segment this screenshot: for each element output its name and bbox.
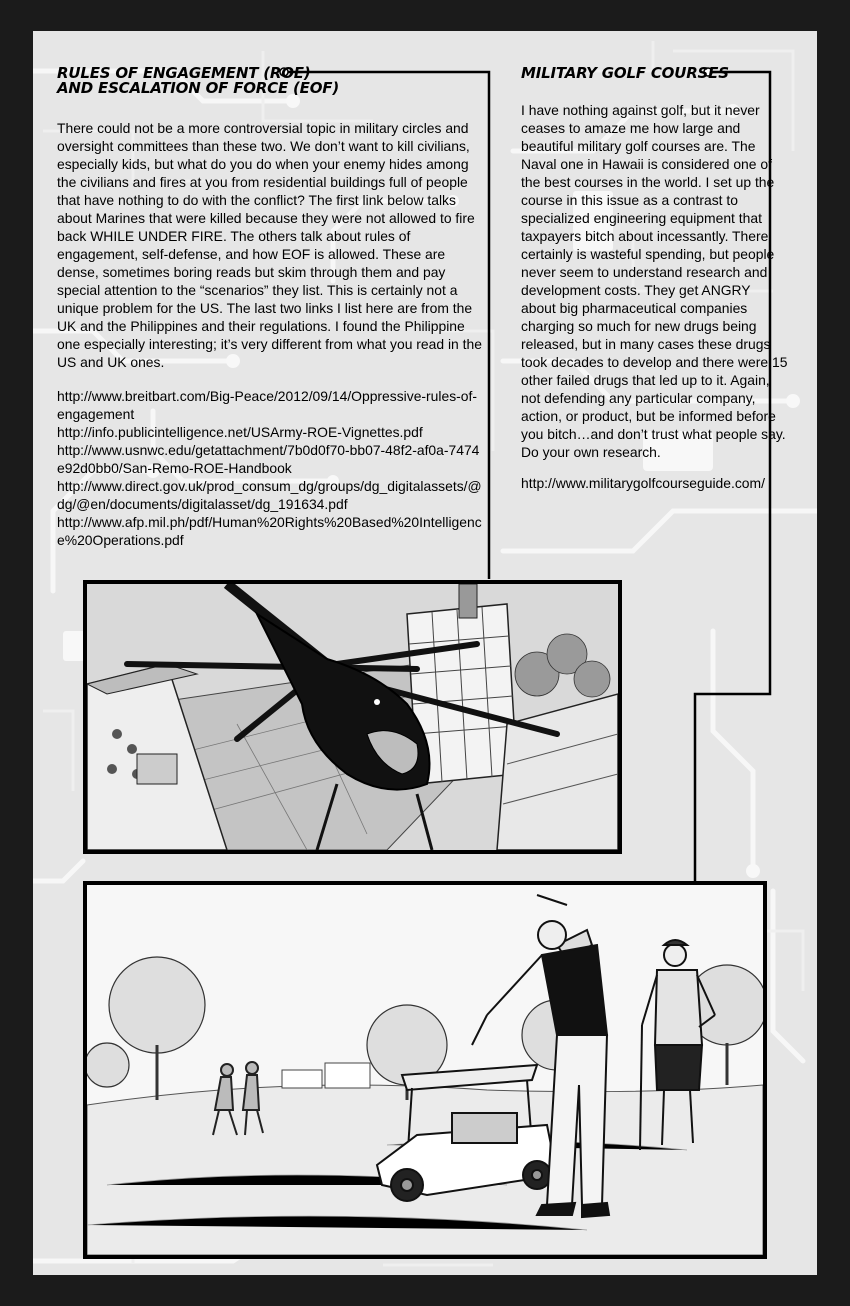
golf-title: MILITARY GOLF COURSES [521, 64, 729, 82]
helicopter-panel [83, 580, 622, 854]
golf-link[interactable]: http://www.militarygolfcourseguide.com/ [521, 475, 765, 491]
helicopter-illustration [87, 584, 618, 850]
roe-link-5[interactable]: http://www.afp.mil.ph/pdf/Human%20Rights%20Based%20Intelligence%20Operations.pdf [57, 514, 482, 548]
roe-link-4[interactable]: http://www.direct.gov.uk/prod_consum_dg/groups/dg_digitalassets/@dg/@en/documents/digitalasset/dg_191634.pdf [57, 478, 482, 512]
golf-illustration [87, 885, 763, 1255]
document-page [33, 31, 817, 1275]
roe-title-line1: RULES OF ENGAGEMENT (ROE) [57, 64, 311, 82]
roe-link-1[interactable]: http://www.breitbart.com/Big-Peace/2012/09/14/Oppressive-rules-of-engagement [57, 388, 478, 422]
roe-body-text: There could not be a more controversial topic in military circles and oversight committees than these two. We don’t want to kill civilians, especially kids, but what do you do when your enemy hides among the civilians and fires at you from residential buildings full of people that have nothing to do with the conflict? The first link below talks about Marines that were killed because they were not allowed to fire back WHILE UNDER FIRE. The others talk about rules of engagement, self-defense, and how EOF is allowed. These are dense, sometimes boring reads but skim through them and pay special attention to the “scenarios” they list. This is certainly not a unique problem for the US. The last two links I list here are from the UK and the Philippines and their regulations. I found the Philippine one especially interesting; it’s very different from what you read in the US and UK ones. [57, 120, 482, 370]
golf-panel [83, 881, 767, 1259]
roe-title [57, 66, 339, 96]
roe-title-line2: AND ESCALATION OF FORCE (EOF) [57, 79, 339, 97]
golf-body-text: I have nothing against golf, but it never ceases to amaze me how large and beautiful military golf courses are. The Naval one in Hawaii is considered one of the best courses in the world. I set up the course in this issue as a contrast to specialized engineering equipment that taxpayers bitch about incessantly. There certainly is wasteful spending, but people never seem to understand research and development costs. They get ANGRY about big pharmaceutical companies charging so much for new drugs being released, but in many cases these drugs took decades to develop and there were 15 other failed drugs that led up to it. Again, not defending any particular company, action, or product, but be informed before you bitch…and don’t trust what people say. Do your own research. [521, 102, 788, 460]
roe-link-2[interactable]: http://info.publicintelligence.net/USArmy-ROE-Vignettes.pdf [57, 424, 423, 440]
roe-link-3[interactable]: http://www.usnwc.edu/getattachment/7b0d0f70-bb07-48f2-af0a-7474e92d0bb0/San-Remo-ROE-Handbook [57, 442, 480, 476]
roe-links [57, 387, 483, 549]
